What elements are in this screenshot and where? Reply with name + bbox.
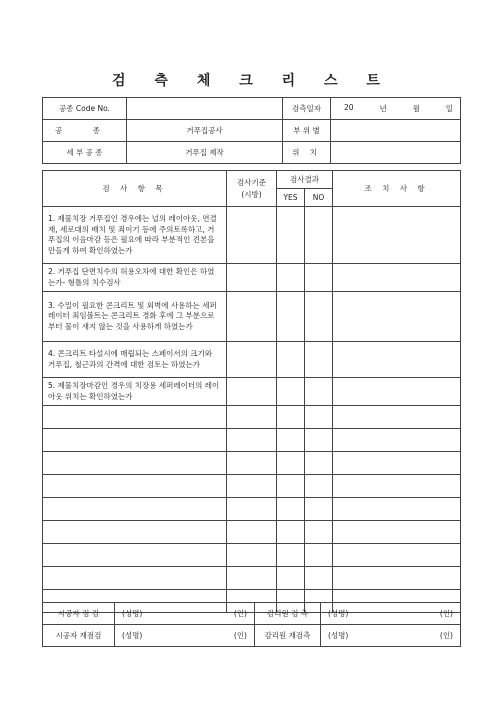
yes-cell[interactable] xyxy=(277,207,305,264)
no-cell[interactable] xyxy=(305,521,333,544)
seal-label: (인) xyxy=(233,609,247,618)
no-cell[interactable] xyxy=(305,406,333,429)
col-yes-header: YES xyxy=(277,189,305,207)
col-result-header: 검사결과 xyxy=(277,171,333,189)
yes-cell[interactable] xyxy=(277,264,305,292)
supervisor-inspect-label: 감리원 검 측 xyxy=(255,603,321,625)
no-cell[interactable] xyxy=(305,342,333,378)
check-item-2: 2. 거푸집 단면치수의 허용오차에 대한 확인은 하였는가- 형틀의 치수검사 xyxy=(43,264,227,292)
yes-cell[interactable] xyxy=(277,378,305,406)
criteria-cell[interactable] xyxy=(227,207,277,264)
criteria-cell[interactable] xyxy=(227,475,277,498)
action-cell[interactable] xyxy=(333,429,461,452)
contractor-reinspect-sign-field[interactable] xyxy=(115,625,255,647)
action-cell[interactable] xyxy=(333,498,461,521)
action-cell[interactable] xyxy=(333,342,461,378)
sign-table xyxy=(42,602,461,647)
col-item-header: 검 사 항 목 xyxy=(43,171,227,207)
inspect-date-year-unit: 년 xyxy=(379,104,387,113)
part-field[interactable] xyxy=(331,120,461,142)
criteria-cell[interactable] xyxy=(227,544,277,567)
blank-item-cell[interactable] xyxy=(43,544,227,567)
supervisor-reinspect-label: 감리원 재검측 xyxy=(255,625,321,647)
name-label: (성명) xyxy=(328,631,349,640)
check-item-4: 4. 콘크리트 타설시에 매립되는 스페이서의 크기와 거푸집, 철근과의 간격에 대한 검토는 하였는가 xyxy=(43,342,227,378)
action-cell[interactable] xyxy=(333,544,461,567)
action-cell[interactable] xyxy=(333,521,461,544)
no-cell[interactable] xyxy=(305,292,333,342)
name-label: (성명) xyxy=(328,609,349,618)
work-type-label: 공 종 xyxy=(43,120,127,142)
no-cell[interactable] xyxy=(305,378,333,406)
action-cell[interactable] xyxy=(333,264,461,292)
criteria-cell[interactable] xyxy=(227,342,277,378)
action-cell[interactable] xyxy=(333,378,461,406)
yes-cell[interactable] xyxy=(277,544,305,567)
yes-cell[interactable] xyxy=(277,406,305,429)
contractor-inspect-label: 시공자 점 검 xyxy=(43,603,115,625)
yes-cell[interactable] xyxy=(277,498,305,521)
seal-label: (인) xyxy=(233,631,247,640)
criteria-cell[interactable] xyxy=(227,292,277,342)
criteria-cell[interactable] xyxy=(227,406,277,429)
location-field[interactable] xyxy=(331,142,461,164)
no-cell[interactable] xyxy=(305,567,333,590)
info-table xyxy=(42,97,461,164)
criteria-cell[interactable] xyxy=(227,452,277,475)
inspect-date-year: 20 xyxy=(344,103,354,112)
action-cell[interactable] xyxy=(333,567,461,590)
blank-item-cell[interactable] xyxy=(43,521,227,544)
criteria-cell[interactable] xyxy=(227,264,277,292)
criteria-cell[interactable] xyxy=(227,378,277,406)
supervisor-inspect-sign-field[interactable] xyxy=(321,603,461,625)
name-label: (성명) xyxy=(122,609,143,618)
blank-item-cell[interactable] xyxy=(43,429,227,452)
supervisor-reinspect-sign-field[interactable] xyxy=(321,625,461,647)
no-cell[interactable] xyxy=(305,544,333,567)
yes-cell[interactable] xyxy=(277,342,305,378)
criteria-cell[interactable] xyxy=(227,521,277,544)
no-cell[interactable] xyxy=(305,207,333,264)
col-criteria-header xyxy=(227,171,277,207)
yes-cell[interactable] xyxy=(277,292,305,342)
no-cell[interactable] xyxy=(305,429,333,452)
blank-item-cell[interactable] xyxy=(43,498,227,521)
col-criteria-line1: 검사기준 xyxy=(237,177,266,187)
no-cell[interactable] xyxy=(305,475,333,498)
blank-item-cell[interactable] xyxy=(43,406,227,429)
action-cell[interactable] xyxy=(333,207,461,264)
project-code-field[interactable] xyxy=(127,98,283,120)
criteria-cell[interactable] xyxy=(227,498,277,521)
sub-work-field[interactable]: 거푸집 제작 xyxy=(127,142,283,164)
action-cell[interactable] xyxy=(333,292,461,342)
col-no-header: NO xyxy=(305,189,333,207)
no-cell[interactable] xyxy=(305,452,333,475)
no-cell[interactable] xyxy=(305,498,333,521)
yes-cell[interactable] xyxy=(277,452,305,475)
yes-cell[interactable] xyxy=(277,567,305,590)
work-type-field[interactable]: 거푸집공사 xyxy=(127,120,283,142)
yes-cell[interactable] xyxy=(277,475,305,498)
contractor-inspect-sign-field[interactable] xyxy=(115,603,255,625)
check-item-5: 5. 제물치장마감인 경우의 치장용 세퍼레이터의 레이아웃 위치는 확인하였는가 xyxy=(43,378,227,406)
action-cell[interactable] xyxy=(333,452,461,475)
blank-item-cell[interactable] xyxy=(43,475,227,498)
inspect-date-field[interactable] xyxy=(331,98,461,120)
criteria-cell[interactable] xyxy=(227,429,277,452)
contractor-reinspect-label: 시공자 재점검 xyxy=(43,625,115,647)
blank-item-cell[interactable] xyxy=(43,452,227,475)
yes-cell[interactable] xyxy=(277,521,305,544)
inspect-date-day-unit: 일 xyxy=(445,104,453,113)
seal-label: (인) xyxy=(439,609,453,618)
criteria-cell[interactable] xyxy=(227,567,277,590)
no-cell[interactable] xyxy=(305,264,333,292)
checklist-table xyxy=(42,170,461,613)
location-label: 위 치 xyxy=(283,142,331,164)
page-title: 검 측 체 크 리 스 트 xyxy=(112,73,392,89)
part-label: 부 위 별 xyxy=(283,120,331,142)
col-criteria-line2: (시방) xyxy=(241,189,262,199)
inspect-date-label: 검측일자 xyxy=(283,98,331,120)
check-item-3: 3. 수밀이 필요한 콘크리트 및 외벽에 사용하는 세퍼레이터 죄임볼트는 콘크리트 경화 후에 그 부분으로부터 물이 새지 않는 것을 사용하게 하였는가 xyxy=(43,292,227,342)
name-label: (성명) xyxy=(122,631,143,640)
yes-cell[interactable] xyxy=(277,429,305,452)
action-cell[interactable] xyxy=(333,475,461,498)
seal-label: (인) xyxy=(439,631,453,640)
col-action-header: 조 치 사 항 xyxy=(333,171,461,207)
action-cell[interactable] xyxy=(333,406,461,429)
inspect-date-month-unit: 월 xyxy=(412,104,420,113)
sub-work-label: 세 부 공 종 xyxy=(43,142,127,164)
check-item-1: 1. 제물치장 거푸집인 경우에는 널의 레이아웃, 연결재, 세로대의 배치 및 죄이기 등에 주의토록하고, 거푸집의 이음마감 등은 필요에 따라 부분적인 견본을 만들게 하여 확인하였는가 xyxy=(43,207,227,264)
blank-item-cell[interactable] xyxy=(43,567,227,590)
project-code-label: 공종 Code No. xyxy=(43,98,127,120)
